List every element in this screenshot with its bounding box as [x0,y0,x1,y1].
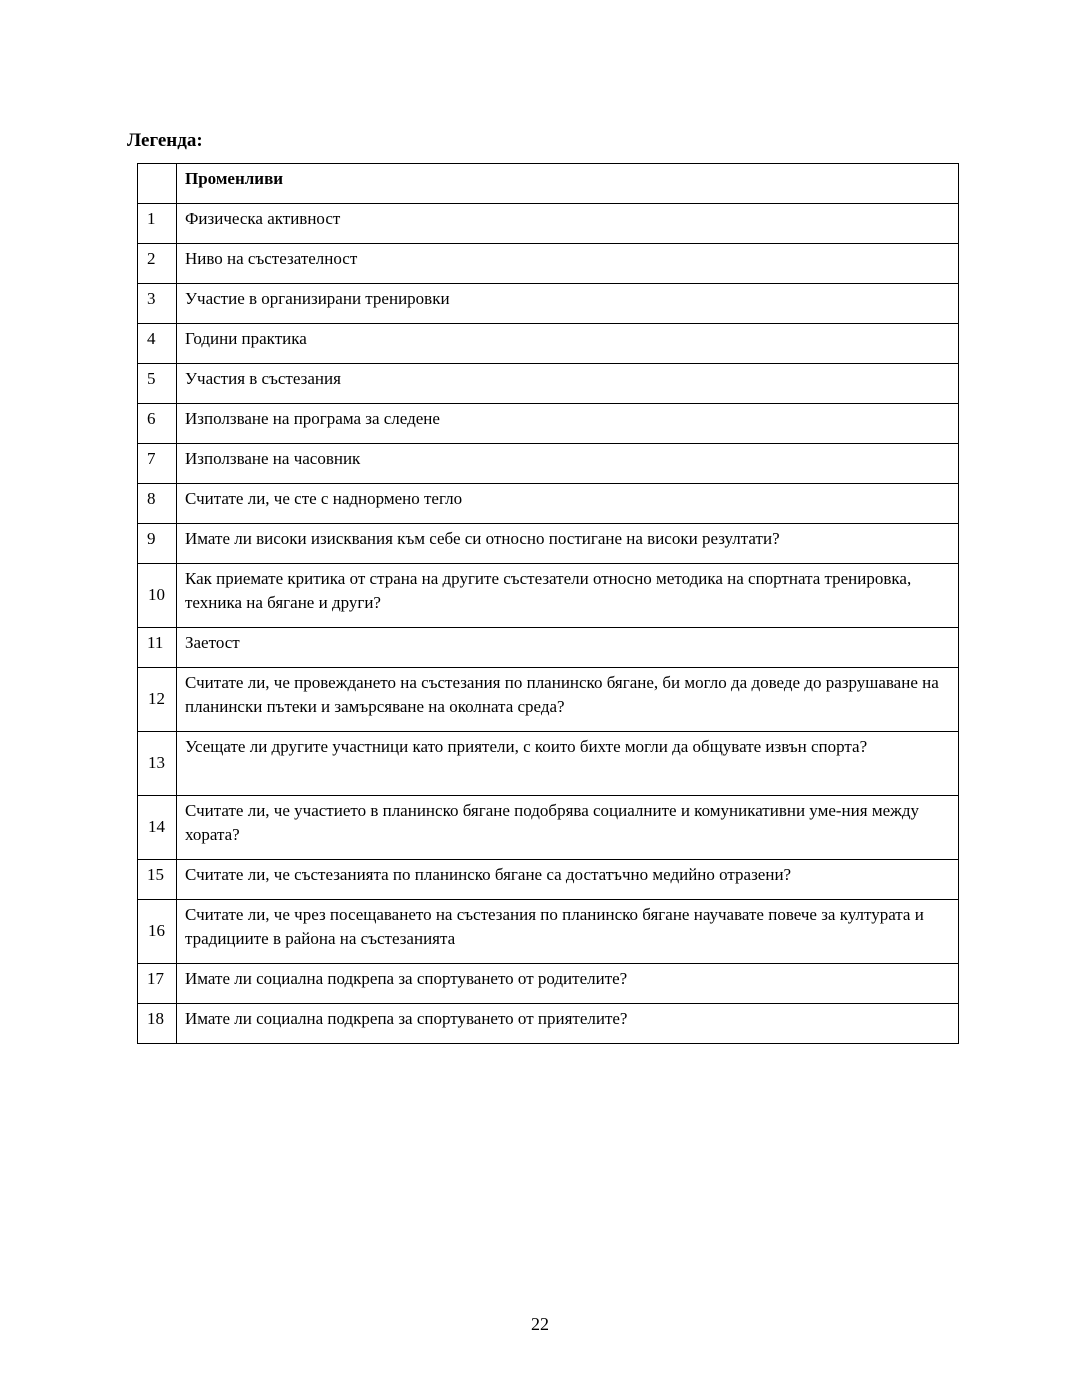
row-number: 11 [138,628,177,668]
row-text: Имате ли социална подкрепа за спортуването от приятелите? [177,1004,959,1044]
row-text: Години практика [177,324,959,364]
row-text: Ниво на състезателност [177,244,959,284]
row-number: 9 [138,524,177,564]
table-row [138,964,959,1004]
row-text: Участие в организирани тренировки [177,284,959,324]
header-num-cell [138,164,177,204]
legend-heading: Легенда: [127,130,203,151]
row-number: 18 [138,1004,177,1044]
row-text: Считате ли, че провеждането на състезания по планинско бягане, би могло да доведе до разрушаване на планински пътеки и замърсяване на околната среда? [177,668,959,732]
table-row [138,324,959,364]
row-text: Считате ли, че участието в планинско бягане подобрява социалните и комуникативни уме-ния между хората? [177,796,959,860]
row-number: 5 [138,364,177,404]
row-number: 15 [138,860,177,900]
row-number: 16 [138,900,177,964]
table-row [138,364,959,404]
row-number: 4 [138,324,177,364]
row-text: Имате ли високи изисквания към себе си относно постигане на високи резултати? [177,524,959,564]
table-row [138,444,959,484]
table-row [138,668,959,732]
row-text: Имате ли социална подкрепа за спортуването от родителите? [177,964,959,1004]
row-number: 13 [138,732,177,796]
table-row [138,564,959,628]
table-row [138,732,959,796]
row-number: 2 [138,244,177,284]
row-text: Използване на програма за следене [177,404,959,444]
table-row [138,524,959,564]
row-text: Използване на часовник [177,444,959,484]
table-row [138,484,959,524]
table-row [138,796,959,860]
page-number: 22 [531,1314,549,1334]
row-number: 14 [138,796,177,860]
table-row [138,628,959,668]
row-text: Заетост [177,628,959,668]
row-number: 6 [138,404,177,444]
row-text: Физическа активност [177,204,959,244]
variables-table [137,163,959,1044]
row-number: 17 [138,964,177,1004]
row-text: Участия в състезания [177,364,959,404]
row-text: Усещате ли другите участници като приятели, с които бихте могли да общувате извън спорта? [177,732,959,796]
row-text: Как приемате критика от страна на другите състезатели относно методика на спортната тренировка, техника на бягане и други? [177,564,959,628]
header-variables-cell: Променливи [177,164,959,204]
row-number: 7 [138,444,177,484]
table-row [138,860,959,900]
row-number: 10 [138,564,177,628]
table-row [138,204,959,244]
row-text: Считате ли, че сте с наднормено тегло [177,484,959,524]
table-header-row [138,164,959,204]
row-number: 3 [138,284,177,324]
row-number: 1 [138,204,177,244]
row-text: Считате ли, че състезанията по планинско бягане са достатъчно медийно отразени? [177,860,959,900]
table-row [138,284,959,324]
table-row [138,404,959,444]
row-number: 12 [138,668,177,732]
table-row [138,1004,959,1044]
table-row [138,244,959,284]
row-number: 8 [138,484,177,524]
table-row [138,900,959,964]
row-text: Считате ли, че чрез посещаването на състезания по планинско бягане научавате повече за културата и традициите в района на състезанията [177,900,959,964]
